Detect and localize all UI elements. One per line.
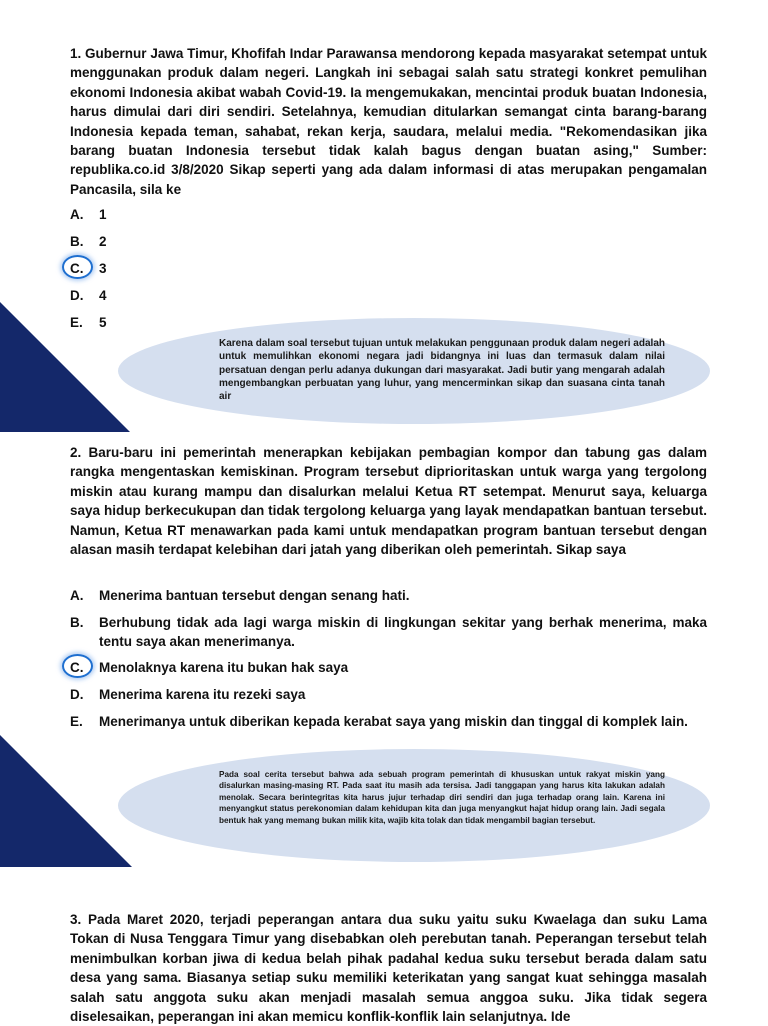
option-letter: B. <box>70 234 84 249</box>
option-letter: E. <box>70 315 83 330</box>
option-letter: E. <box>70 714 83 729</box>
decorative-triangle <box>0 735 132 867</box>
q2-option-b[interactable] <box>70 613 707 652</box>
decorative-triangle <box>0 302 130 432</box>
option-letter-text: C. <box>70 261 84 276</box>
option-text: Berhubung tidak ada lagi warga miskin di lingkungan sekitar yang berhak menerima, maka tentu saya akan menerimanya. <box>99 615 707 650</box>
q2-option-c[interactable] <box>70 658 707 677</box>
option-letter: B. <box>70 615 84 630</box>
selected-answer-circle <box>62 255 93 279</box>
option-text: Menerimanya untuk diberikan kepada kerabat saya yang miskin dan tinggal di komplek lain. <box>99 714 688 729</box>
option-text: Menerima bantuan tersebut dengan senang hati. <box>99 588 410 603</box>
selected-answer-circle <box>62 654 93 678</box>
q2-option-d[interactable] <box>70 685 707 704</box>
q1-explanation: Karena dalam soal tersebut tujuan untuk melakukan penggunaan produk dalam negeri adalah untuk memulihkan ekonomi negara jadi bidangnya ini luas dan termasuk dalam nilai persatuan dengan perlu adanya dukungan dari masyarakat. Jadi butir yang mengarah adalah mengembangkan perbuatan yang luhur, yang mencerminkan sikap dan suasana cinta tanah air <box>219 338 665 403</box>
question-1-text: 1. Gubernur Jawa Timur, Khofifah Indar Parawansa mendorong kepada masyarakat setempat untuk menggunakan produk dalam negeri. Langkah ini sebagai salah satu strategi konkret pemulihan ekonomi Indonesia akibat wabah Covid-19. Ia mengemukakan, mencintai produk buatan Indonesia, harus dimulai dari diri sendiri. Setelahnya, kemudian ditularkan semangat cinta barang-barang Indonesia kepada teman, sahabat, rekan kerja, saudara, melalui media. "Rekomendasikan jika barang buatan Indonesia tersebut tidak kalah bagus dengan buatan asing," Sumber: republika.co.id 3/8/2020 Sikap seperti yang ada dalam informasi di atas merupakan pengamalan Pancasila, sila ke <box>70 46 707 197</box>
q1-option-d[interactable] <box>70 286 707 305</box>
q1-option-a[interactable] <box>70 205 707 224</box>
q1-option-b[interactable] <box>70 232 707 251</box>
option-letter: D. <box>70 687 84 702</box>
q2-option-e[interactable] <box>70 712 707 731</box>
option-text: 1 <box>99 207 107 222</box>
option-letter <box>70 259 99 278</box>
option-letter-text: C. <box>70 660 84 675</box>
option-text: Menolaknya karena itu bukan hak saya <box>99 660 349 675</box>
option-text: 3 <box>99 261 107 276</box>
q2-explanation: Pada soal cerita tersebut bahwa ada sebuah program pemerintah di khususkan untuk rakyat miskin yang disalurkan masing-masing RT. Pada saat itu masih ada tersisa. Jadi tanggapan yang harus kita lakukan adalah menolak. Secara berintegritas kita harus jujur terhadap diri sendiri dan juga terhadap orang lain. Karena ini menyangkut status perekonomian dalam kehidupan kita dan juga menyangkut hajat hidup orang lain. Jadi segala bentuk hak yang memang bukan milik kita, wajib kita tolak dan tidak mengambil bagian tersebut. <box>219 770 665 825</box>
option-letter: A. <box>70 207 84 222</box>
option-text: 4 <box>99 288 107 303</box>
option-letter: D. <box>70 288 84 303</box>
question-3-text: 3. Pada Maret 2020, terjadi peperangan antara dua suku yaitu suku Kwaelaga dan suku Lama Tokan di Nusa Tenggara Timur yang disebabkan oleh perebutan tanah. Peperangan tersebut telah menimbulkan korban jiwa di kedua belah pihak padahal kedua suku tersebut berada dalam satu desa yang sama. Biasanya setiap suku memiliki keterikatan yang sangat kuat sehingga masalah salah satu anggota suku akan menjadi masalah semua anggoa suku. Jika tidak segera diselesaikan, peperangan ini akan memicu konflik-konflik lain selanjutnya. Ide <box>70 912 707 1025</box>
option-letter <box>70 658 99 677</box>
option-text: Menerima karena itu rezeki saya <box>99 687 306 702</box>
option-text: 2 <box>99 234 107 249</box>
q2-option-a[interactable] <box>70 586 707 605</box>
option-letter: A. <box>70 588 84 603</box>
question-2-text: 2. Baru-baru ini pemerintah menerapkan kebijakan pembagian kompor dan tabung gas dalam rangka mengentaskan kemiskinan. Program tersebut diprioritaskan untuk warga yang tergolong miskin atau kurang mampu dan disalurkan melalui Ketua RT setempat. Menurut saya, keluarga saya hidup berkecukupan dan tidak tergolong keluarga yang layak mendapatkan bantuan tersebut. Namun, Ketua RT menawarkan pada kami untuk mendapatkan program bantuan tersebut dengan alasan masih terdapat kelebihan dari jatah yang diberikan oleh pemerintah. Sikap saya <box>70 445 707 558</box>
option-text: 5 <box>99 315 107 330</box>
q1-option-c[interactable] <box>70 259 707 278</box>
